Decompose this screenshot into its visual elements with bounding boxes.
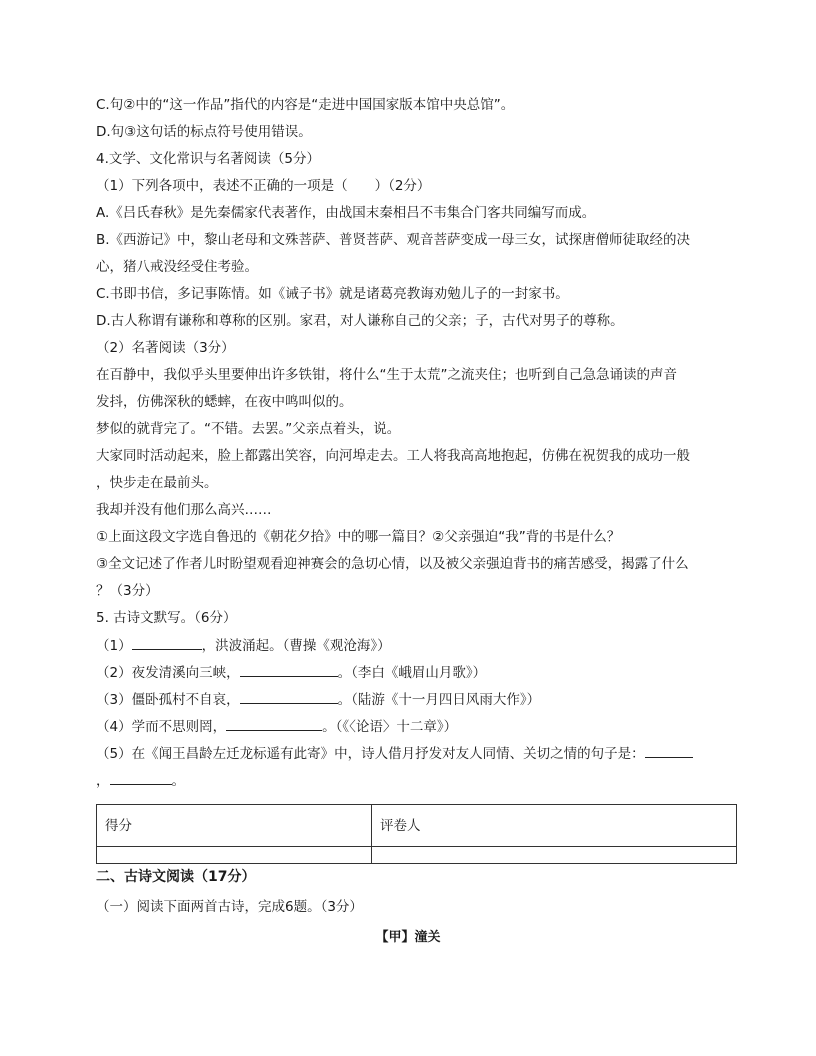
option-c-line: C.句②中的“这一作品”指代的内容是“走进中国国家版本馆中央总馆”。	[96, 97, 515, 113]
question-5-title: 5. 古诗文默写。（6分）	[96, 610, 237, 626]
excerpt-line: ，快步走在最前头。	[96, 475, 218, 491]
grader-cell[interactable]	[372, 847, 737, 864]
question-line: ③全文记述了作者儿时盼望观看迎神赛会的急切心情，以及被父亲强迫背书的痛苦感受，揭露了什么	[96, 556, 689, 572]
answer-blank[interactable]	[110, 770, 172, 785]
answer-option-b: B.《西游记》中，黎山老母和文殊菩萨、普贤菩萨、观音菩萨变成一母三女，试探唐僧师徒取经的决	[96, 232, 691, 248]
dictation-suffix: 。	[171, 773, 185, 789]
section-2-title: 二、古诗文阅读（17分）	[96, 869, 256, 885]
dictation-prefix: ，	[96, 773, 110, 789]
excerpt-line: 大家同时活动起来，脸上都露出笑容，向河埠走去。工人将我高高地抱起，仿佛在祝贺我的成功一般	[96, 448, 690, 464]
option-d-line: D.句③这句话的标点符号使用错误。	[96, 124, 312, 140]
score-cell[interactable]	[97, 847, 372, 864]
answer-blank[interactable]	[645, 743, 693, 758]
dictation-prefix: （5）在《闻王昌龄左迁龙标遥有此寄》中，诗人借月抒发对友人同情、关切之情的句子是：	[96, 746, 645, 762]
answer-option-a: A.《吕氏春秋》是先秦儒家代表著作，由战国末秦相吕不韦集合门客共同编写而成。	[96, 205, 596, 221]
excerpt-line: 我却并没有他们那么高兴……	[96, 502, 272, 518]
answer-blank[interactable]	[226, 716, 322, 731]
dictation-suffix: 。（李白《峨眉山月歌》）	[337, 665, 487, 681]
dictation-suffix: ，洪波涌起。（曹操《观沧海》）	[201, 638, 391, 654]
question-4-title: 4.文学、文化常识与名著阅读（5分）	[96, 151, 320, 167]
score-table	[96, 804, 737, 864]
dictation-suffix: 。（陆游《十一月四日风雨大作》）	[337, 692, 541, 708]
subsection-1-title: （一）阅读下面两首古诗，完成6题。（3分）	[96, 899, 363, 915]
dictation-prefix: （1）	[96, 638, 132, 654]
answer-blank[interactable]	[240, 689, 338, 704]
grader-header: 评卷人	[372, 805, 737, 847]
dictation-item-2	[96, 662, 486, 683]
excerpt-line: 梦似的就背完了。“不错。去罢。”父亲点着头，说。	[96, 421, 401, 437]
dictation-item-3	[96, 689, 540, 710]
answer-option-b-cont: 心，猪八戒没经受住考验。	[96, 259, 258, 275]
dictation-item-5	[96, 743, 693, 764]
excerpt-line: 在百静中，我似乎头里要伸出许多铁钳，将什么“生于太荒”之流夹住；也听到自己急急诵读的声音	[96, 367, 677, 383]
question-line: ①上面这段文字选自鲁迅的《朝花夕拾》中的哪一篇目？②父亲强迫“我”背的书是什么？	[96, 529, 621, 545]
dictation-suffix: 。（《〈论语〉十二章》）	[322, 719, 458, 735]
question-4-2-title: （2）名著阅读（3分）	[96, 340, 235, 356]
dictation-prefix: （3）僵卧孤村不自哀，	[96, 692, 240, 708]
dictation-prefix: （2）夜发清溪向三峡，	[96, 665, 240, 681]
answer-option-d: D.古人称谓有谦称和尊称的区别。家君，对人谦称自己的父亲；子，古代对男子的尊称。	[96, 313, 624, 329]
excerpt-line: 发抖，仿佛深秋的蟋蟀，在夜中鸣叫似的。	[96, 394, 353, 410]
question-line: ？（3分）	[96, 583, 159, 599]
dictation-prefix: （4）学而不思则罔，	[96, 719, 227, 735]
answer-option-c: C.书即书信，多记事陈情。如《诫子书》就是诸葛亮教诲劝勉儿子的一封家书。	[96, 286, 569, 302]
score-header: 得分	[97, 805, 372, 847]
question-4-1-prompt: （1）下列各项中，表述不正确的一项是（ ）（2分）	[96, 178, 431, 194]
dictation-item-4	[96, 716, 457, 737]
poem-title: 【甲】潼关	[375, 930, 441, 945]
dictation-item-5-cont	[96, 770, 185, 791]
answer-blank[interactable]	[132, 635, 202, 650]
dictation-item-1	[96, 635, 391, 656]
answer-blank[interactable]	[240, 662, 338, 677]
